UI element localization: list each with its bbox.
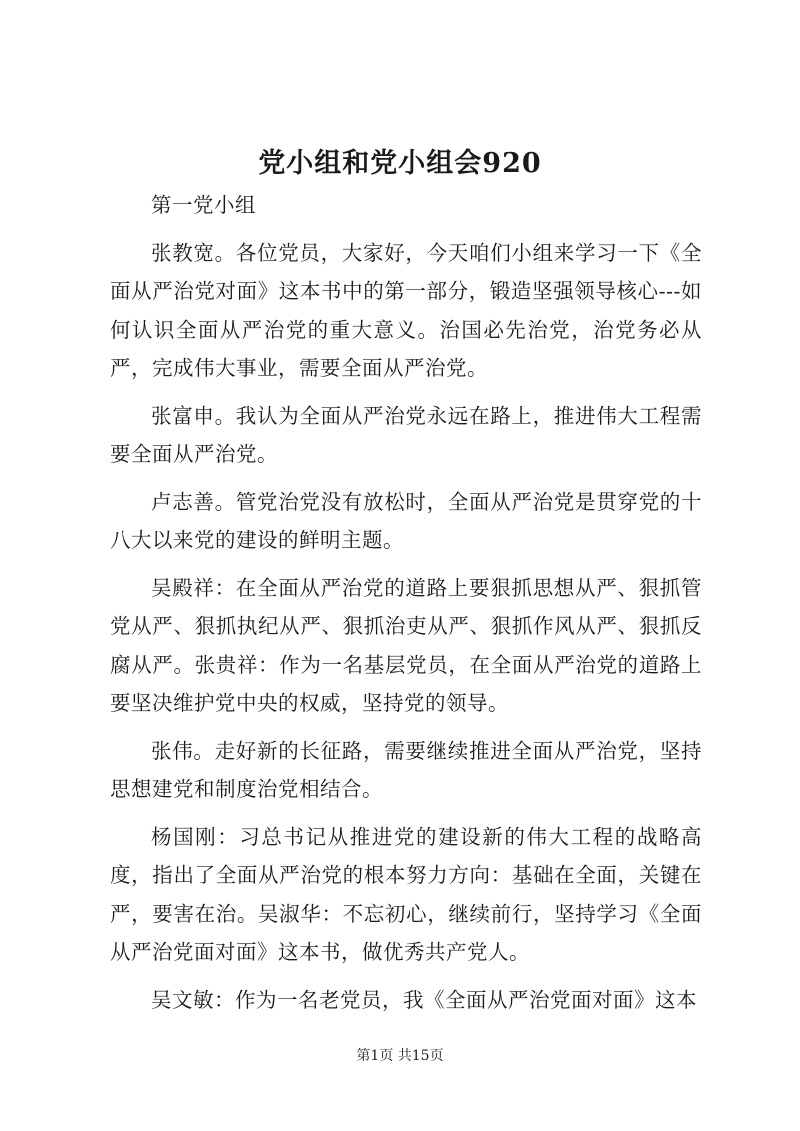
- paragraph-zhang-wei: 张伟。走好新的长征路，需要继续推进全面从严治党，坚持思想建党和制度治党相结合。: [110, 738, 702, 801]
- paragraph-zhang-fushen: 张富申。我认为全面从严治党永远在路上，推进伟大工程需要全面从严治党。: [110, 403, 702, 466]
- paragraph-wu-wenmin: 吴文敏：作为一名老党员，我《全面从严治党面对面》这本: [151, 987, 697, 1012]
- paragraph-zhang-jiaokuan: 张教宽。各位党员，大家好，今天咱们小组来学习一下《全面从严治党对面》这本书中的第一部分，锻造坚强领导核心---如何认识全面从严治党的重大意义。治国必先治党，治党务必从严，完成伟大事业，需要全面从严治党。: [110, 240, 702, 380]
- page-number-footer: 第1页 共15页: [356, 1048, 444, 1064]
- paragraph-wu-dianxiang: 吴殿祥：在全面从严治党的道路上要狠抓思想从严、狠抓管党从严、狠抓执纪从严、狠抓治吏从严、狠抓作风从严、狠抓反腐从严。张贵祥：作为一名基层党员，在全面从严治党的道路上要坚决维护党中央的权威，坚持党的领导。: [110, 575, 702, 715]
- paragraph-yang-guogang: 杨国刚：习总书记从推进党的建设新的伟大工程的战略高度，指出了全面从严治党的根本努力方向：基础在全面，关键在严，要害在治。吴淑华：不忘初心，继续前行，坚持学习《全面从严治党面对面》这本书，做优秀共产党人。: [110, 824, 702, 964]
- document-body: [110, 186, 702, 1028]
- document-title: 党小组和党小组会920: [258, 148, 542, 179]
- paragraph-group-heading: 第一党小组: [151, 193, 256, 217]
- paragraph-lu-zhishan: 卢志善。管党治党没有放松时，全面从严治党是贯穿党的十八大以来党的建设的鲜明主题。: [110, 489, 702, 552]
